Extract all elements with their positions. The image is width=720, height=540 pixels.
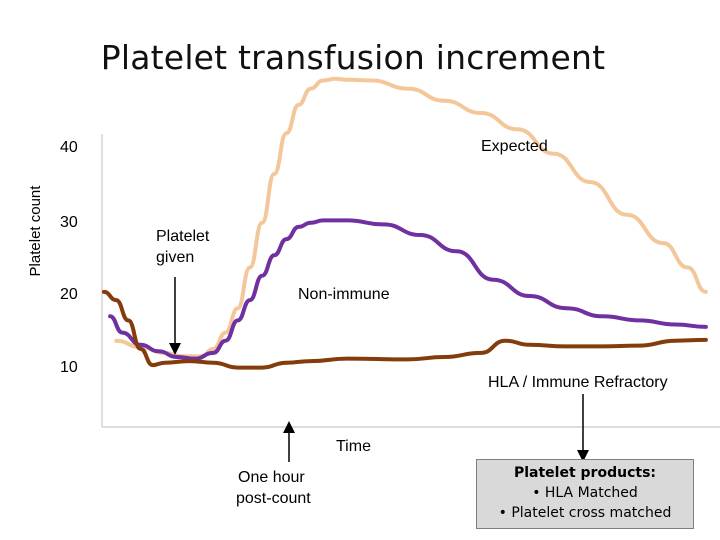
y-tick-label: 20	[60, 286, 78, 303]
slide-title: Platelet transfusion increment	[100, 38, 606, 77]
y-axis-label: Platelet count	[27, 185, 44, 277]
annotation-one-hour-line1: One hour	[238, 469, 305, 486]
platelet-products-heading: Platelet products:	[513, 465, 656, 481]
platelet-products-box	[476, 459, 694, 529]
y-tick-label: 40	[60, 139, 78, 156]
y-tick-label: 30	[60, 214, 78, 231]
platelet-products-item: • Platelet cross matched	[498, 505, 672, 521]
annotation-one-hour-line2: post-count	[236, 490, 311, 507]
annotation-platelet-given-line2: given	[156, 249, 195, 266]
series-layer	[104, 79, 706, 368]
series-line-expected	[116, 79, 706, 356]
platelet-products-item: • HLA Matched	[532, 485, 638, 501]
y-tick-label: 10	[60, 359, 78, 376]
series-label-hla-refractory: HLA / Immune Refractory	[488, 374, 668, 391]
series-label-expected: Expected	[481, 138, 548, 155]
series-label-non-immune: Non-immune	[298, 286, 390, 303]
annotation-platelet-given-line1: Platelet	[156, 228, 210, 245]
x-axis-label: Time	[336, 438, 371, 455]
